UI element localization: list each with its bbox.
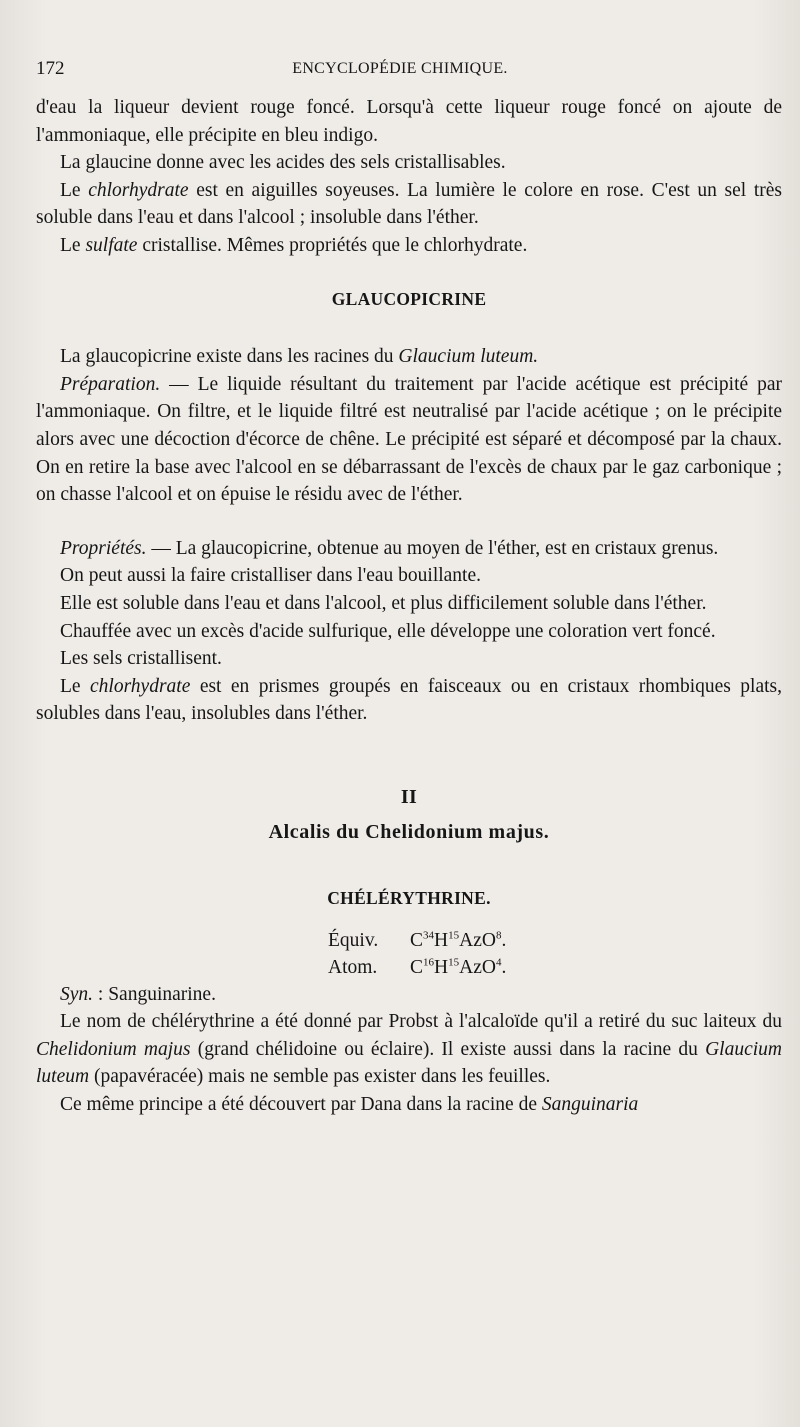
formula-element: C <box>410 929 424 951</box>
formula-index: 15 <box>448 929 460 942</box>
formula-index: 16 <box>423 956 435 969</box>
text-run: Le nom de chélérythrine a été donné par Probst à l'alcaloïde qu'il a retiré du suc laiteux du <box>60 1011 782 1033</box>
formula-equiv <box>328 927 782 954</box>
section-heading-glaucopicrine: GLAUCOPICRINE <box>331 288 487 309</box>
text-run: (papavéracée) mais ne semble pas exister dans les feuilles. <box>89 1066 551 1088</box>
paragraph-properties <box>36 535 782 563</box>
text-run: — La glaucopicrine, obtenue au moyen de l'éther, est en cristaux grenus. <box>146 537 719 559</box>
paragraph <box>36 673 782 728</box>
text-run: La glaucopicrine existe dans les racines du <box>60 346 399 368</box>
formula-element: AzO <box>459 929 496 951</box>
text-run: Le <box>60 234 86 256</box>
paragraph: d'eau la liqueur devient rouge foncé. Lorsqu'à cette liqueur rouge foncé on ajoute de l'ammoniaque, elle précipite en bleu indigo. <box>36 97 782 146</box>
formula-element: H <box>434 929 449 951</box>
section-number: II <box>400 785 418 808</box>
paragraph-preparation <box>36 371 782 509</box>
formula-index: 4 <box>495 956 502 969</box>
italic-term: Glaucium luteum <box>36 1038 782 1088</box>
paragraph <box>36 1091 782 1119</box>
italic-term: sulfate <box>85 234 138 256</box>
running-head: ENCYCLOPÉDIE CHIMIQUE. <box>292 60 508 77</box>
text-run: — Le liquide résultant du traitement par l'acide acétique est précipité par l'ammoniaque. On filtre, et le liquide filtré est neutralisé par l'acide acétique ; on le précipite alors avec une décoction d'écorce de chêne. Le précipité est séparé et décomposé par la chaux. On en retire la base avec l'alcool en se débarrassant de l'excès de chaux par le gaz carbonique ; on chasse l'alcool et on épuise le résidu avec de l'éther. <box>36 373 782 506</box>
italic-label: Propriétés. <box>60 537 147 559</box>
formula-element: AzO <box>459 956 496 978</box>
formula-atom <box>328 954 782 981</box>
paragraph-synonym <box>36 981 782 1009</box>
section-heading-chelerythrine: CHÉLÉRYTHRINE. <box>327 888 491 909</box>
paragraph: On peut aussi la faire cristalliser dans l'eau bouillante. <box>60 565 482 587</box>
formula-index: 8 <box>495 929 502 942</box>
italic-term: Sanguinaria <box>541 1094 639 1116</box>
page-header <box>36 58 764 82</box>
italic-term: Glaucium luteum. <box>398 346 539 368</box>
italic-label: Préparation. <box>60 373 161 395</box>
text-run: est en prismes groupés en faisceaux ou en cristaux rhombiques plats, solubles dans l'eau, insolubles dans l'éther. <box>36 675 782 725</box>
formula-end: . <box>501 929 507 951</box>
section-title: Alcalis du Chelidonium majus. <box>268 821 550 844</box>
text-run: (grand chélidoine ou éclaire). Il existe aussi dans la racine du <box>190 1038 706 1060</box>
text-run: Le <box>60 675 90 697</box>
text-run: Le <box>60 179 89 201</box>
formula-element: C <box>410 956 424 978</box>
paragraph: Chauffée avec un excès d'acide sulfurique, elle développe une coloration vert foncé. <box>60 620 716 642</box>
page-body <box>36 94 782 1119</box>
text-run: est en aiguilles soyeuses. La lumière le colore en rose. C'est un sel très soluble dans l'eau et dans l'alcool ; insoluble dans l'éther. <box>36 179 782 229</box>
formula-end: . <box>501 956 507 978</box>
paragraph: Les sels cristallisent. <box>60 648 222 670</box>
text-run: cristallise. Mêmes propriétés que le chlorhydrate. <box>137 234 528 256</box>
italic-term: Chelidonium majus <box>36 1038 191 1060</box>
formula-index: 34 <box>423 929 435 942</box>
formula-element: H <box>434 956 449 978</box>
formula-label: Équiv. <box>328 929 379 951</box>
formula-index: 15 <box>448 956 460 969</box>
italic-label: Syn. <box>60 983 94 1005</box>
paragraph: La glaucine donne avec les acides des sels cristallisables. <box>60 152 506 174</box>
text-run: : Sanguinarine. <box>93 983 216 1005</box>
text-run: Ce même principe a été découvert par Dana dans la racine de <box>60 1094 542 1116</box>
formula-label: Atom. <box>328 956 378 978</box>
italic-term: chlorhydrate <box>88 179 189 201</box>
paragraph <box>36 177 782 232</box>
paragraph <box>36 343 782 371</box>
paragraph: Elle est soluble dans l'eau et dans l'alcool, et plus difficilement soluble dans l'éther. <box>60 592 707 614</box>
spacer <box>36 509 782 535</box>
paragraph <box>36 1008 782 1091</box>
italic-term: chlorhydrate <box>90 675 191 697</box>
paragraph <box>36 232 782 260</box>
page-number: 172 <box>36 58 65 79</box>
